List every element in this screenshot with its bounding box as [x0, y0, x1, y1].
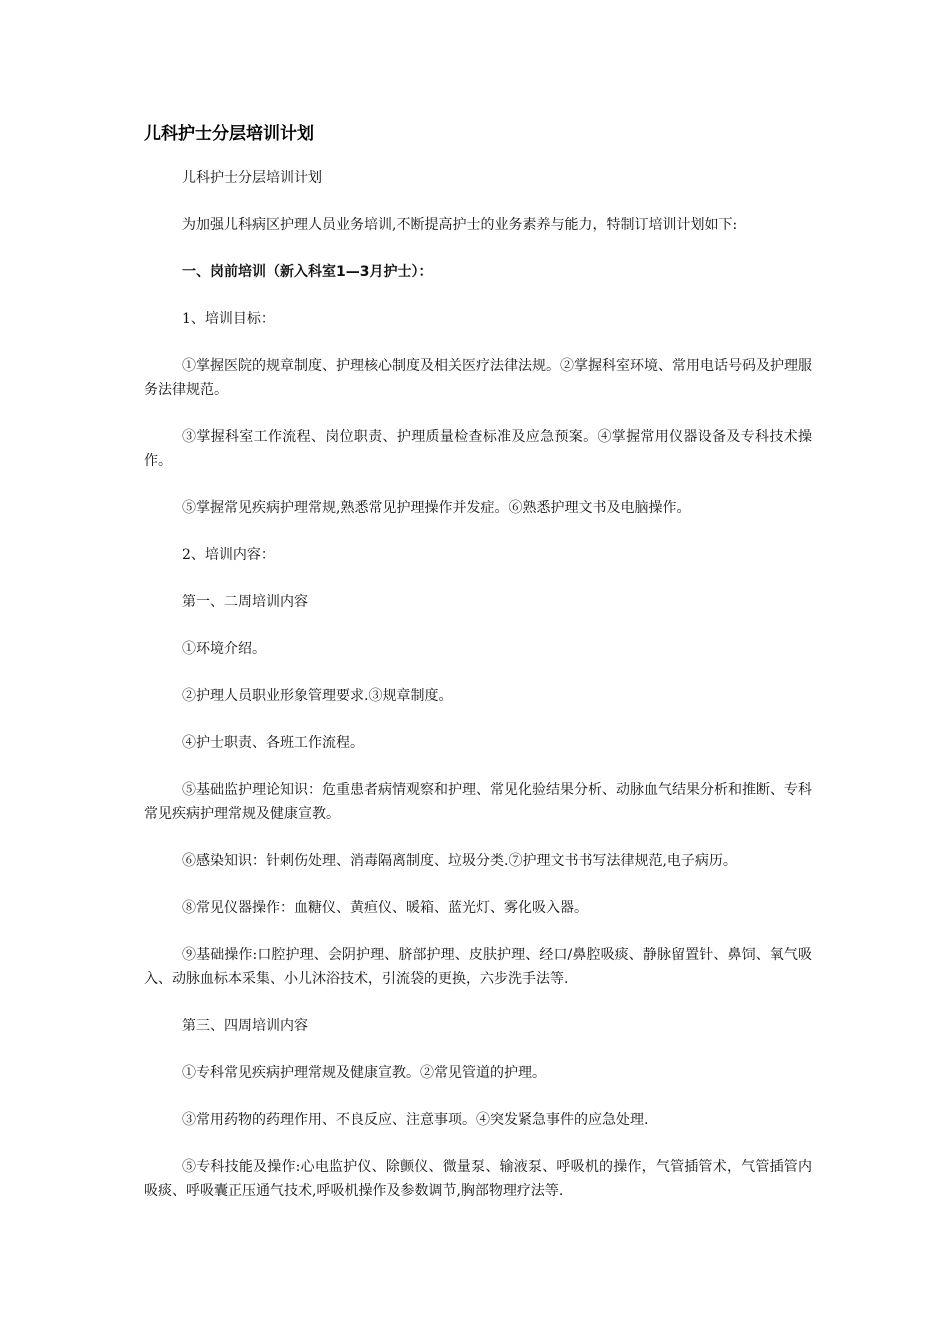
paragraph: ⑤掌握常见疾病护理常规,熟悉常见护理操作并发症。⑥熟悉护理文书及电脑操作。: [182, 500, 691, 516]
paragraph: ⑨基础操作:口腔护理、会阴护理、脐部护理、皮肤护理、经口/鼻腔吸痰、静脉留置针、鼻饲、氧气吸入、动脉血标本采集、小儿沐浴技术，引流袋的更换，六步洗手法等.: [144, 947, 812, 987]
paragraph: ③常用药物的药理作用、不良反应、注意事项。④突发紧急事件的应急处理.: [182, 1112, 649, 1128]
section-heading: 一、岗前培训（新入科室1—3月护士）：: [182, 264, 433, 280]
paragraph: 儿科护士分层培训计划: [182, 170, 322, 186]
paragraph: ④护士职责、各班工作流程。: [182, 735, 364, 751]
paragraph: ⑤专科技能及操作:心电监护仪、除颤仪、微量泵、输液泵、呼吸机的操作，气管插管术，气管插管内吸痰、呼吸囊正压通气技术,呼吸机操作及参数调节,胸部物理疗法等.: [144, 1159, 812, 1199]
paragraph: ⑤基础监护理论知识：危重患者病情观察和护理、常见化验结果分析、动脉血气结果分析和推断、专科常见疾病护理常规及健康宣教。: [144, 782, 812, 822]
paragraph: ⑧常见仪器操作：血糖仪、黄疸仪、暖箱、蓝光灯、雾化吸入器。: [182, 900, 588, 916]
paragraph: 1、培训目标：: [182, 311, 275, 327]
paragraph: ①环境介绍。: [182, 641, 266, 657]
document-page: [144, 122, 812, 1226]
paragraph: ②护理人员职业形象管理要求.③规章制度。: [182, 688, 453, 704]
document-body: [144, 166, 812, 1203]
paragraph: ①掌握医院的规章制度、护理核心制度及相关医疗法律法规。②掌握科室环境、常用电话号码及护理服务法律规范。: [144, 358, 812, 398]
paragraph: 2、培训内容：: [182, 547, 275, 563]
paragraph: ⑥感染知识：针刺伤处理、消毒隔离制度、垃圾分类.⑦护理文书书写法律规范,电子病历。: [182, 853, 737, 869]
paragraph: ①专科常见疾病护理常规及健康宣教。②常见管道的护理。: [182, 1065, 546, 1081]
document-title: 儿科护士分层培训计划: [144, 124, 314, 144]
paragraph: 第三、四周培训内容: [182, 1018, 308, 1034]
paragraph: 为加强儿科病区护理人员业务培训,不断提高护士的业务素养与能力，特制订培训计划如下:: [182, 217, 738, 233]
paragraph: 第一、二周培训内容: [182, 594, 308, 610]
paragraph: ③掌握科室工作流程、岗位职责、护理质量检查标准及应急预案。④掌握常用仪器设备及专科技术操作。: [144, 429, 812, 469]
